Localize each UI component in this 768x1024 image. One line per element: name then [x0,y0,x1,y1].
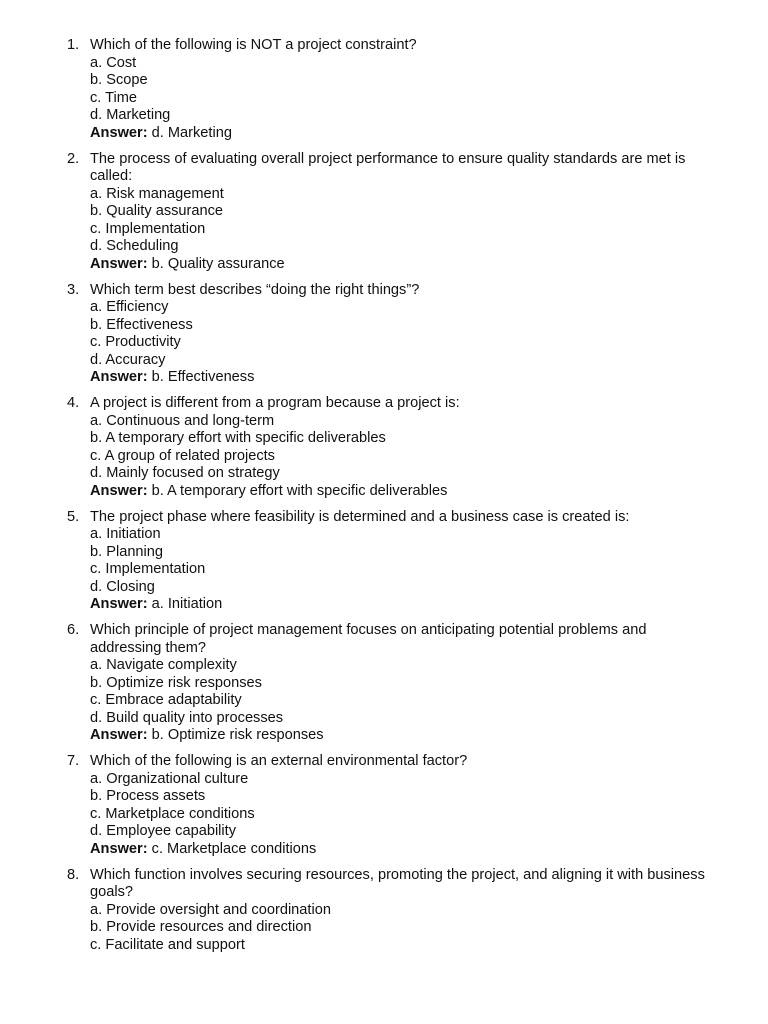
question-stem: A project is different from a program because a project is: [90,395,460,411]
option-c: c. Facilitate and support [90,936,245,953]
question-body [90,867,715,955]
answer-text: d. Marketing [151,124,232,141]
answer-text: c. Marketplace conditions [151,840,317,857]
option-b: b. Optimize risk responses [90,674,262,691]
answer-line [90,727,715,745]
question-stem: Which of the following is an external environmental factor? [90,753,468,769]
question-7 [0,753,768,858]
question-number: 5. [67,508,80,525]
answer-line [90,125,715,143]
answer-text: b. Effectiveness [151,369,255,385]
answer-line [90,256,715,274]
answer-label: Answer: [90,255,148,272]
answer-line [90,596,715,614]
answer-label: Answer: [90,124,148,141]
question-stem: Which term best describes “doing the right things”? [90,281,420,298]
question-stem: The process of evaluating overall project performance to ensure quality standards are met is called: [90,150,686,184]
question-body [90,37,715,142]
option-d: d. Marketing [90,107,171,123]
option-c: c. Implementation [90,220,206,237]
option-c: c. Embrace adaptability [90,692,242,708]
option-a: a. Provide oversight and coordination [90,901,331,918]
option-a: a. Initiation [90,526,161,542]
question-number: 4. [67,395,80,411]
option-a: a. Continuous and long-term [90,412,275,429]
question-body [90,395,715,500]
option-c: c. Marketplace conditions [90,805,255,822]
option-b: b. Planning [90,543,164,560]
question-number: 7. [67,753,80,769]
answer-text: b. Optimize risk responses [151,727,324,743]
answer-text: a. Initiation [151,596,223,612]
answer-line [90,369,715,387]
question-8 [0,867,768,955]
option-b: b. Quality assurance [90,203,224,219]
option-d: d. Closing [90,578,155,595]
question-body [90,282,715,387]
question-number: 8. [67,866,80,883]
option-d: d. Employee capability [90,823,237,839]
option-d: d. Scheduling [90,238,179,254]
answer-label: Answer: [90,596,148,612]
question-body [90,151,715,274]
answer-label: Answer: [90,482,148,499]
option-b: b. Provide resources and direction [90,919,312,935]
option-a: a. Navigate complexity [90,657,237,673]
answer-text: b. Quality assurance [151,255,285,272]
quiz-document [0,37,768,963]
option-c: c. Time [90,89,138,106]
option-b: b. A temporary effort with specific deliverables [90,430,386,446]
answer-text: b. A temporary effort with specific deliverables [151,482,448,499]
question-6 [0,622,768,745]
option-a: a. Organizational culture [90,770,249,787]
option-c: c. Implementation [90,561,206,577]
question-3 [0,282,768,387]
question-number: 1. [67,37,80,53]
option-d: d. Accuracy [90,351,166,368]
option-b: b. Effectiveness [90,316,193,333]
option-d: d. Mainly focused on strategy [90,465,280,481]
question-number: 6. [67,622,80,638]
question-4 [0,395,768,500]
question-stem: Which of the following is NOT a project constraint? [90,37,417,53]
question-5 [0,509,768,614]
option-a: a. Efficiency [90,299,169,315]
question-number: 3. [67,281,80,298]
question-number: 2. [67,150,80,167]
option-c: c. Productivity [90,334,181,350]
answer-label: Answer: [90,727,148,743]
option-a: a. Cost [90,54,137,71]
answer-label: Answer: [90,840,148,857]
answer-line [90,841,715,859]
option-c: c. A group of related projects [90,447,275,464]
question-2 [0,151,768,274]
question-stem: The project phase where feasibility is determined and a business case is created is: [90,508,630,525]
question-stem: Which principle of project management focuses on anticipating potential problems and addressing them? [90,622,647,656]
option-b: b. Process assets [90,788,206,804]
option-b: b. Scope [90,72,148,88]
option-a: a. Risk management [90,185,224,202]
question-stem: Which function involves securing resources, promoting the project, and aligning it with business goals? [90,866,705,900]
option-d: d. Build quality into processes [90,709,284,726]
answer-line [90,483,715,501]
question-body [90,509,715,614]
question-body [90,622,715,745]
answer-label: Answer: [90,369,148,385]
question-body [90,753,715,858]
question-1 [0,37,768,142]
